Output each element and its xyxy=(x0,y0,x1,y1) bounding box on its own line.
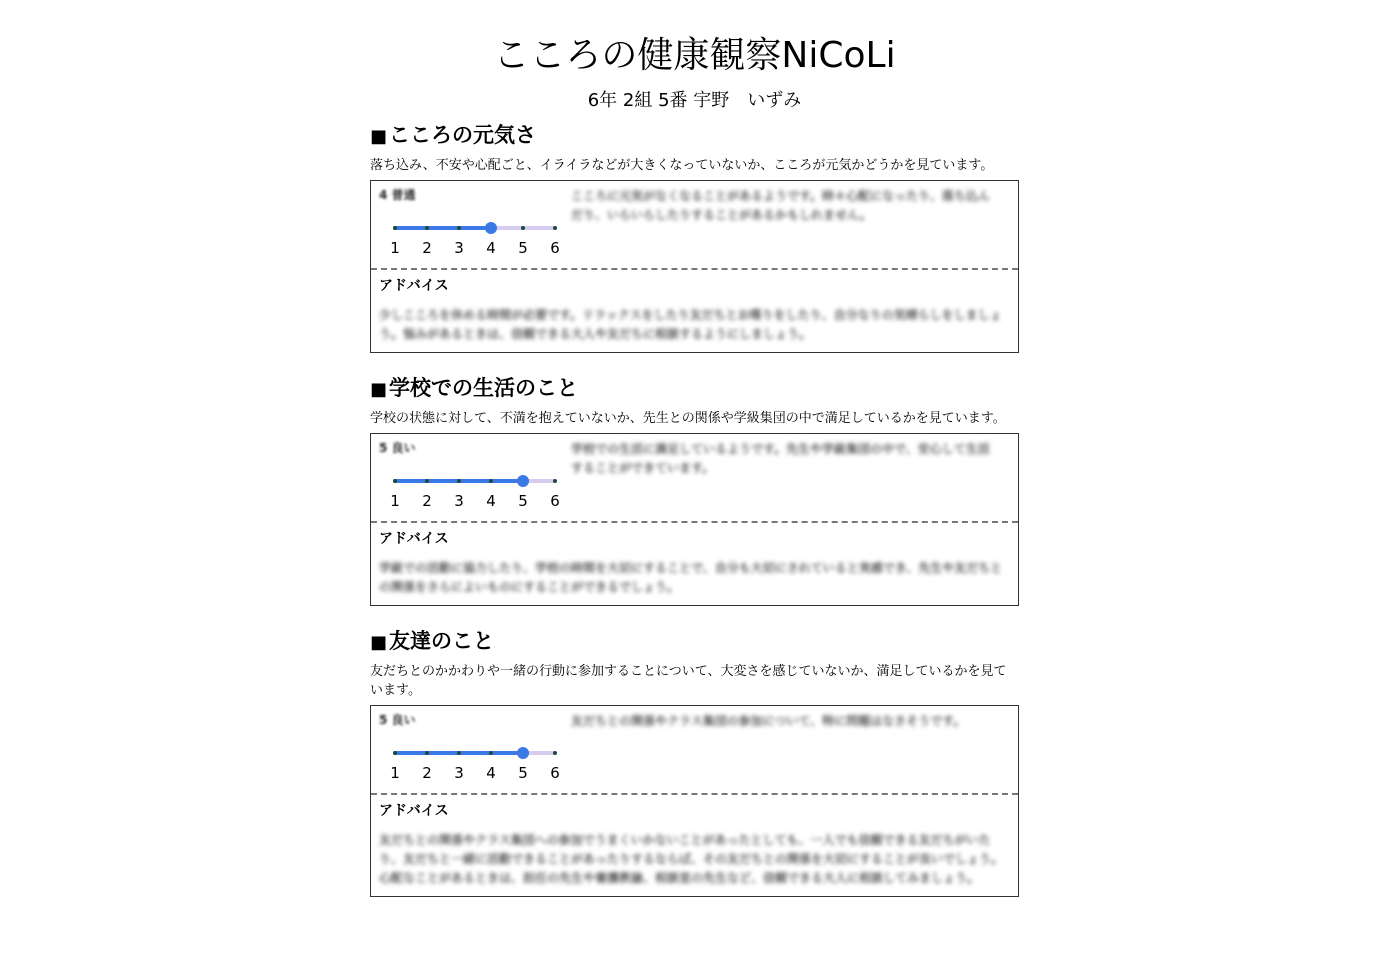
slider-tick xyxy=(521,226,525,230)
student-info: 6年 2組 5番 宇野 いずみ xyxy=(587,90,802,111)
result-summary xyxy=(371,706,1018,793)
slider-tick xyxy=(553,226,557,230)
slider-tick xyxy=(489,751,493,755)
advice-text: 友だちとの関係やクラス集団への参加でうまくいかないことがあったとしても、一人でも信頼できる友だちがいたり、友だちと一緒に活動できることがあったりするならば、その友だちとの関係を大切にすることが良いでしょう。心配なことがあるときは、担任の先生や養護教諭、相談室の先生など、信頼できる大人に相談してみましょう。 xyxy=(379,833,1003,885)
advice-text: 少しこころを休める時間が必要です。リラックスをしたり友だちとお喋りをしたり、自分なりの気晴らしをしましょう。悩みがあるときは、信頼できる大人や友だちに相談するようにしましょう。 xyxy=(379,308,1002,341)
scale-labels xyxy=(379,491,560,511)
scale-labels xyxy=(379,763,560,783)
result-card xyxy=(370,433,1019,606)
score-column xyxy=(379,440,571,521)
advice-text: 学級での活動に協力したり、学校の時間を大切にすることで、自分も大切にされていると実感でき、先生や友だちとの関係をさらによいものにすることができるでしょう。 xyxy=(379,561,1003,594)
slider-tick xyxy=(425,479,429,483)
square-bullet-icon: ■ xyxy=(370,632,388,653)
scale-label: 5 xyxy=(518,239,528,257)
section-description: 友だちとのかかわりや一緒の行動に参加することについて、大変さを感じていないか、満足しているかを見ています。 xyxy=(370,664,1007,698)
scale-label: 5 xyxy=(518,764,528,782)
score-label: 5 良い xyxy=(379,441,416,455)
scale-label: 2 xyxy=(422,239,432,257)
slider-thumb xyxy=(517,475,529,487)
scale-label: 5 xyxy=(518,492,528,510)
section-title: 友達のこと xyxy=(389,629,495,653)
advice-title: アドバイス xyxy=(379,531,449,547)
advice-box xyxy=(371,793,1018,896)
slider-tick xyxy=(457,226,461,230)
square-bullet-icon: ■ xyxy=(370,126,388,147)
scale-label: 6 xyxy=(550,764,560,782)
section-description: 学校の状態に対して、不満を抱えていないか、先生との関係や学級集団の中で満足しているかを見ています。 xyxy=(370,411,1006,426)
slider-tick xyxy=(457,751,461,755)
section-description: 落ち込み、不安や心配ごと、イライラなどが大きくなっていないか、こころが元気かどうかを見ています。 xyxy=(370,158,994,173)
score-slider xyxy=(379,220,547,238)
slider-fill xyxy=(393,226,491,230)
slider-tick xyxy=(393,479,397,483)
score-label: 5 良い xyxy=(379,713,416,727)
scale-label: 3 xyxy=(454,239,464,257)
section-title: 学校での生活のこと xyxy=(389,376,579,400)
section-heading xyxy=(370,120,1019,152)
scale-label: 3 xyxy=(454,764,464,782)
scale-label: 6 xyxy=(550,239,560,257)
page-title: こころの健康観察NiCoLi xyxy=(493,35,896,76)
advice-box xyxy=(371,521,1018,605)
square-bullet-icon: ■ xyxy=(370,379,388,400)
scale-labels xyxy=(379,238,560,258)
scale-label: 2 xyxy=(422,492,432,510)
score-column xyxy=(379,187,571,268)
slider-thumb xyxy=(517,747,529,759)
section-kokoro xyxy=(370,120,1019,353)
slider-tick xyxy=(553,751,557,755)
scale-label: 1 xyxy=(390,239,400,257)
advice-title: アドバイス xyxy=(379,803,449,819)
score-comment: こころに元気がなくなることがあるようです。時々心配になったり、落ち込んだり、いらいらしたりすることがあるかもしれません。 xyxy=(571,189,991,222)
slider-tick xyxy=(393,751,397,755)
report-page xyxy=(370,32,1019,897)
score-column xyxy=(379,712,571,793)
advice-title: アドバイス xyxy=(379,278,449,294)
score-comment: 学校での生活に満足しているようです。先生や学級集団の中で、安心して生活することができています。 xyxy=(571,442,990,475)
advice-box xyxy=(371,268,1018,352)
section-school xyxy=(370,373,1019,606)
scale-label: 1 xyxy=(390,492,400,510)
section-title: こころの元気さ xyxy=(389,123,537,147)
slider-tick xyxy=(393,226,397,230)
score-label: 4 普通 xyxy=(379,188,416,202)
section-heading xyxy=(370,626,1019,658)
score-slider xyxy=(379,745,547,763)
scale-label: 3 xyxy=(454,492,464,510)
score-slider xyxy=(379,473,547,491)
result-card xyxy=(370,180,1019,353)
result-card xyxy=(370,705,1019,897)
slider-tick xyxy=(425,751,429,755)
scale-label: 2 xyxy=(422,764,432,782)
scale-label: 4 xyxy=(486,764,496,782)
scale-label: 4 xyxy=(486,492,496,510)
slider-tick xyxy=(457,479,461,483)
section-friends xyxy=(370,626,1019,897)
scale-label: 1 xyxy=(390,764,400,782)
scale-label: 6 xyxy=(550,492,560,510)
section-heading xyxy=(370,373,1019,405)
slider-thumb xyxy=(485,222,497,234)
slider-tick xyxy=(425,226,429,230)
slider-tick xyxy=(489,479,493,483)
result-summary xyxy=(371,181,1018,268)
result-summary xyxy=(371,434,1018,521)
score-comment: 友だちとの関係やクラス集団の参加について、特に問題はなさそうです。 xyxy=(571,714,966,728)
slider-tick xyxy=(553,479,557,483)
scale-label: 4 xyxy=(486,239,496,257)
